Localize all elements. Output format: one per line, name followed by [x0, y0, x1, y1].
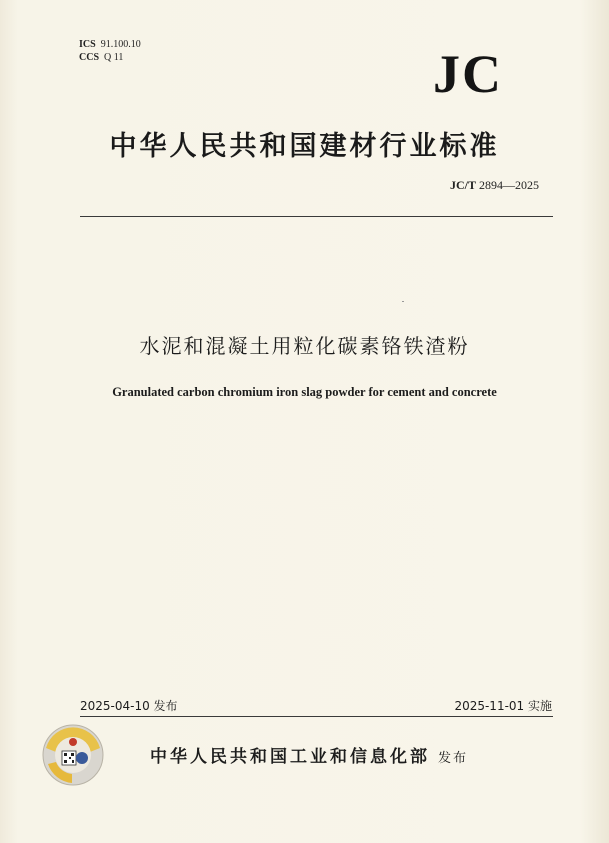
- standard-code-number: 2894—2025: [479, 178, 539, 192]
- paper-speck: [402, 301, 404, 302]
- classification-codes: [79, 38, 141, 64]
- publisher-verb: 发布: [438, 751, 469, 766]
- ics-line: [79, 38, 141, 51]
- standard-code: [450, 178, 539, 193]
- ics-value: 91.100.10: [100, 39, 141, 50]
- implementation-date: 2025-11-01 实施: [454, 699, 552, 713]
- top-divider: [80, 216, 553, 217]
- ics-label: ICS: [79, 39, 96, 50]
- issue-date: 2025-04-10 发布: [80, 699, 178, 713]
- standard-code-prefix: JC/T: [449, 178, 476, 192]
- ccs-value: Q 11: [104, 52, 124, 63]
- bottom-divider: [80, 716, 553, 717]
- jc-logo: JC: [433, 44, 503, 104]
- chinese-title: 水泥和混凝土用粒化碳素铬铁渣粉: [139, 334, 470, 358]
- publisher-org: 中华人民共和国工业和信息化部: [150, 747, 430, 767]
- english-title: Granulated carbon chromium iron slag powder for cement and concrete: [112, 385, 497, 399]
- ccs-line: [79, 51, 141, 64]
- industry-standard-title: 中华人民共和国建材行业标准: [109, 131, 500, 162]
- anti-counterfeit-seal-icon: [42, 724, 104, 786]
- publisher-line: [150, 742, 468, 767]
- ccs-label: CCS: [79, 52, 100, 63]
